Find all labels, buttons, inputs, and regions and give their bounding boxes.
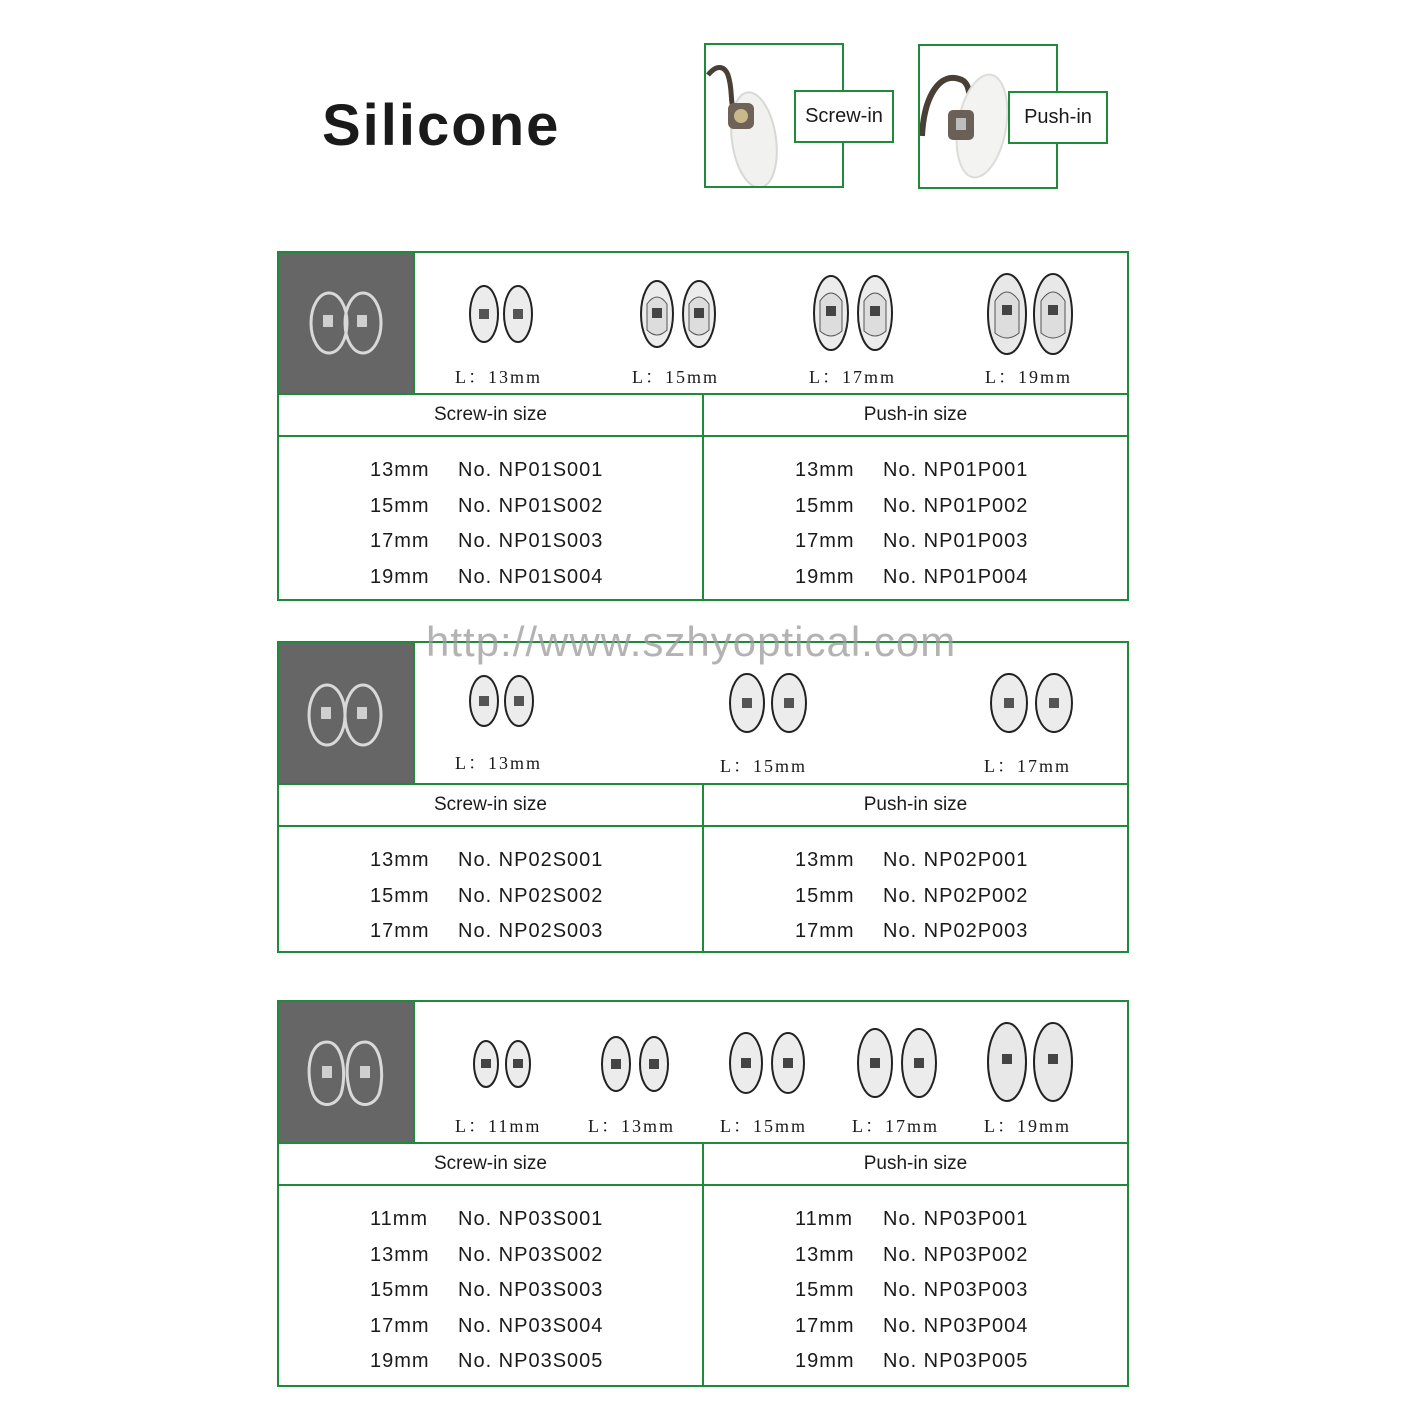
part-number: No. NP03P002 [883, 1243, 1029, 1266]
push-in-size-header: Push-in size [863, 404, 968, 425]
nosepad-photo [279, 643, 415, 783]
part-number: No. NP01P002 [883, 494, 1029, 517]
push-in-size-list [704, 827, 1127, 953]
size-label: L：15mm [720, 756, 807, 776]
size-label: L：15mm [720, 1116, 807, 1136]
push-in-size-header: Push-in size [863, 794, 968, 815]
screw-in-size-list [279, 1186, 704, 1387]
size-mm: 17mm [795, 530, 855, 553]
push-in-size-list [704, 437, 1127, 601]
list-item [704, 489, 1127, 525]
list-item [704, 560, 1127, 596]
size-mm: 11mm [795, 1208, 854, 1231]
part-number: No. NP02S002 [458, 884, 604, 907]
size-mm: 17mm [795, 920, 855, 943]
list-item [279, 560, 702, 596]
size-mm: 15mm [795, 494, 855, 517]
nosepad-diagram-icon [987, 271, 1077, 357]
list-item [704, 1202, 1127, 1238]
list-item [279, 1273, 702, 1309]
size-mm: 19mm [370, 565, 430, 588]
nosepad-diagram-icon [640, 278, 720, 350]
list-item [279, 914, 702, 950]
list-item [279, 1344, 702, 1380]
product-section-np01 [277, 251, 1129, 601]
screw-in-size-list [279, 827, 704, 953]
list-item [704, 843, 1127, 879]
list-item [279, 524, 702, 560]
push-in-size-header: Push-in size [863, 1153, 968, 1174]
part-number: No. NP01S001 [458, 459, 604, 482]
size-mm: 17mm [370, 920, 430, 943]
size-mm: 13mm [370, 849, 430, 872]
size-label: L：11mm [455, 1116, 542, 1136]
nosepad-diagram-icon [857, 1026, 939, 1100]
part-number: No. NP03S001 [458, 1208, 604, 1231]
size-label: L：19mm [984, 1116, 1071, 1136]
nosepad-diagram-icon [987, 1020, 1077, 1104]
part-number: No. NP03S005 [458, 1350, 604, 1373]
list-item [279, 1309, 702, 1345]
nosepad-photo [279, 253, 415, 393]
list-item [279, 879, 702, 915]
part-number: No. NP03S003 [458, 1279, 604, 1302]
size-mm: 13mm [795, 849, 855, 872]
nosepad-diagram-icon [813, 273, 897, 353]
size-mm: 13mm [370, 1243, 430, 1266]
nosepad-diagram-icon [729, 671, 809, 735]
part-number: No. NP01P003 [883, 530, 1029, 553]
size-label: L：17mm [809, 367, 896, 387]
nosepad-diagram-icon [729, 1030, 807, 1096]
list-item [279, 843, 702, 879]
size-label: L：13mm [455, 753, 542, 773]
list-item [279, 1202, 702, 1238]
nosepad-photo [279, 1002, 415, 1142]
nosepad-diagram-icon [473, 1038, 535, 1090]
list-item [279, 489, 702, 525]
size-label: L：13mm [455, 367, 542, 387]
part-number: No. NP02P002 [883, 884, 1029, 907]
size-diagrams [417, 1002, 1127, 1142]
size-diagrams [417, 253, 1127, 393]
size-mm: 13mm [795, 459, 855, 482]
size-mm: 15mm [370, 494, 430, 517]
size-mm: 19mm [370, 1350, 430, 1373]
size-mm: 11mm [370, 1208, 429, 1231]
part-number: No. NP03P004 [883, 1314, 1029, 1337]
nosepad-diagram-icon [990, 671, 1076, 735]
part-number: No. NP03P003 [883, 1279, 1029, 1302]
nosepad-diagram-icon [469, 283, 539, 345]
part-number: No. NP03P005 [883, 1350, 1029, 1373]
size-label: L：15mm [632, 367, 719, 387]
size-mm: 15mm [795, 884, 855, 907]
list-item [704, 1344, 1127, 1380]
screw-in-size-header: Screw-in size [279, 395, 704, 435]
list-item [704, 914, 1127, 950]
screw-in-size-header: Screw-in size [279, 785, 704, 825]
part-number: No. NP03S004 [458, 1314, 604, 1337]
screw-in-size-header: Screw-in size [279, 1144, 704, 1184]
list-item [704, 1309, 1127, 1345]
product-section-np03 [277, 1000, 1129, 1387]
list-item [704, 1238, 1127, 1274]
list-item [704, 524, 1127, 560]
part-number: No. NP02P001 [883, 849, 1029, 872]
nosepad-diagram-icon [601, 1034, 673, 1094]
size-mm: 15mm [795, 1279, 855, 1302]
size-mm: 13mm [370, 459, 430, 482]
product-section-np02 [277, 641, 1129, 953]
size-mm: 13mm [795, 1243, 855, 1266]
part-number: No. NP03P001 [883, 1208, 1029, 1231]
screw-in-label: Screw-in [794, 90, 894, 143]
size-mm: 19mm [795, 565, 855, 588]
list-item [704, 879, 1127, 915]
size-mm: 17mm [370, 530, 430, 553]
list-item [279, 1238, 702, 1274]
part-number: No. NP02S001 [458, 849, 604, 872]
page-title: Silicone [322, 93, 561, 158]
push-in-size-list [704, 1186, 1127, 1387]
size-label: L：13mm [588, 1116, 675, 1136]
size-mm: 15mm [370, 1279, 430, 1302]
size-label: L：17mm [852, 1116, 939, 1136]
part-number: No. NP01S003 [458, 530, 604, 553]
size-label: L：19mm [985, 367, 1072, 387]
part-number: No. NP01P004 [883, 565, 1029, 588]
list-item [704, 453, 1127, 489]
size-label: L：17mm [984, 756, 1071, 776]
website-watermark: http://www.szhyoptical.com [426, 618, 957, 665]
size-mm: 17mm [370, 1314, 430, 1337]
part-number: No. NP03S002 [458, 1243, 604, 1266]
part-number: No. NP02S003 [458, 920, 604, 943]
part-number: No. NP01P001 [883, 459, 1029, 482]
part-number: No. NP01S004 [458, 565, 604, 588]
nosepad-diagram-icon [469, 673, 539, 729]
part-number: No. NP01S002 [458, 494, 604, 517]
part-number: No. NP02P003 [883, 920, 1029, 943]
list-item [704, 1273, 1127, 1309]
size-mm: 17mm [795, 1314, 855, 1337]
size-mm: 15mm [370, 884, 430, 907]
list-item [279, 453, 702, 489]
size-mm: 19mm [795, 1350, 855, 1373]
push-in-label: Push-in [1008, 91, 1108, 144]
screw-in-size-list [279, 437, 704, 601]
